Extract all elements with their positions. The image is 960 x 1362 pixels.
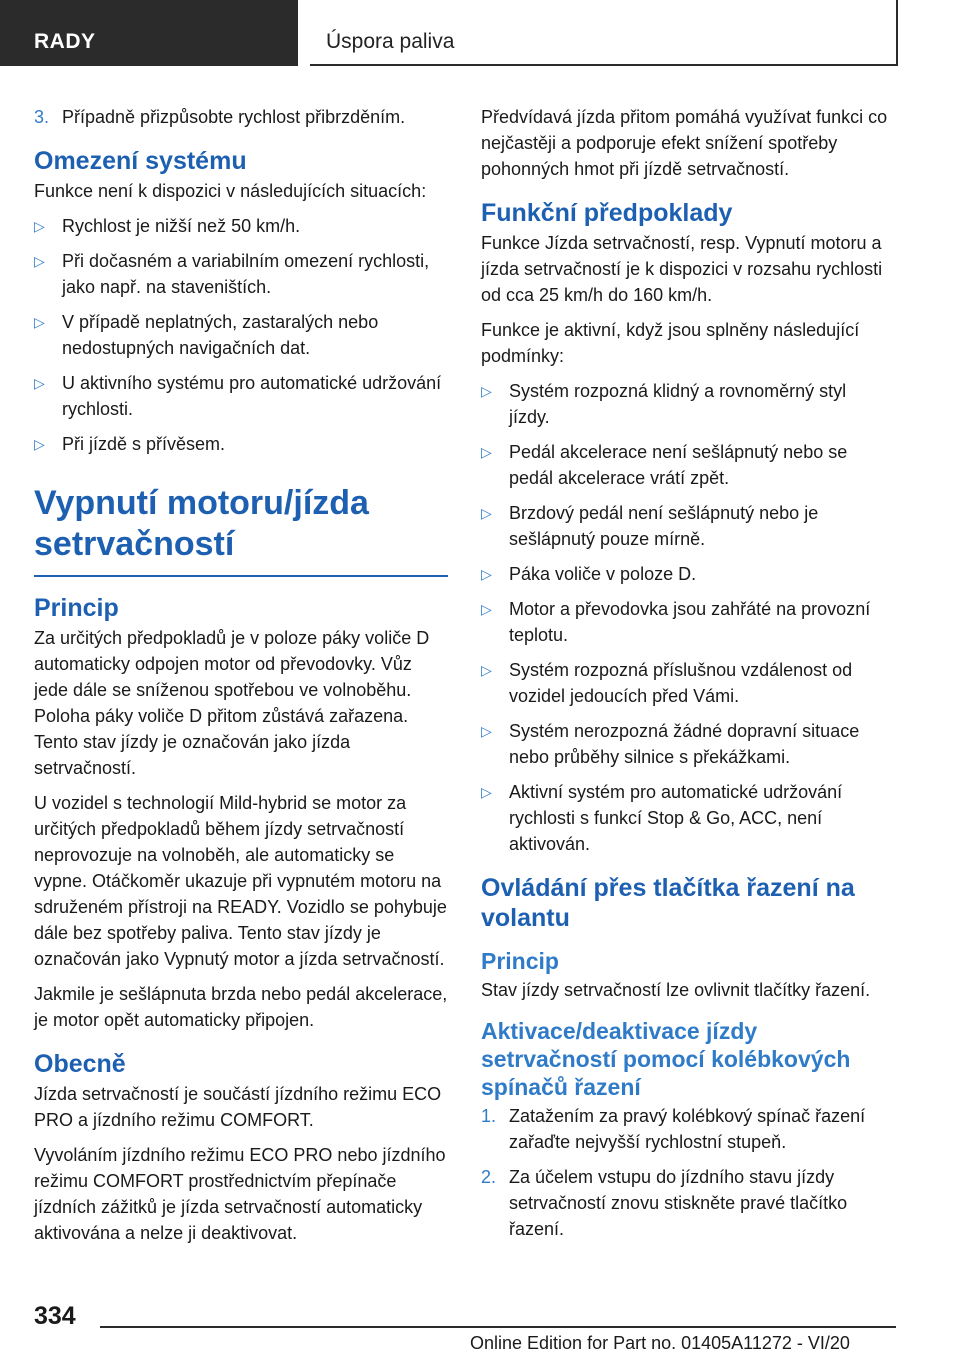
funkcni-paragraph-1: Funkce Jízda setrvačností, resp. Vypnutí motoru a jízda setrvačností je k dispozici v rozsahu rychlosti od cca 25 km/h do 160 km/h. (481, 233, 883, 305)
list-item (34, 248, 448, 300)
triangle-bullet-icon: ▷ (34, 218, 45, 234)
list-item (34, 213, 448, 239)
footer-edition: Online Edition for Part no. 01405A11272 - VI/20 (470, 1333, 850, 1353)
section-rule (34, 575, 448, 577)
list-item (481, 500, 889, 552)
princip-subheading: Princip (481, 948, 559, 974)
triangle-bullet-icon: ▷ (481, 444, 492, 460)
list-item-text: Aktivní systém pro automatické udržování rychlosti s funkcí Stop & Go, ACC, není aktivován. (509, 782, 843, 854)
list-item (481, 779, 889, 857)
header-title: Úspora paliva (326, 30, 455, 53)
triangle-bullet-icon: ▷ (481, 723, 492, 739)
list-item-text: Systém rozpozná příslušnou vzdálenost od vozidel jedoucích před Vámi. (509, 660, 853, 706)
header-section-label: RADY (34, 30, 96, 53)
list-item (481, 718, 889, 770)
aktivace-steps (481, 1103, 889, 1242)
aktivace-heading: Aktivace/deaktivace jízdy setrvačností pomocí kolébkových spínačů řazení (481, 1018, 851, 1100)
intro-paragraph: Předvídavá jízda přitom pomáhá využívat funkci co nejčastěji a podporuje efekt snížení spotřeby pohonných hmot při jízdě setrvačností. (481, 107, 888, 179)
right-column (481, 104, 889, 1251)
list-item (481, 657, 889, 709)
list-item-text: Brzdový pedál není sešlápnutý nebo je sešlápnutý pouze mírně. (509, 503, 819, 549)
list-item-text: U aktivního systému pro automatické udržování rychlosti. (62, 373, 442, 419)
page-number: 334 (34, 1302, 76, 1330)
obecne-paragraph-1: Jízda setrvačností je součástí jízdního režimu ECO PRO a jízdního režimu COMFORT. (34, 1084, 442, 1130)
princip-paragraph-2: U vozidel s technologií Mild-hybrid se motor za určitých předpokladů během jízdy setrvačností neprovozuje na volnoběh, ale automaticky se vypne. Otáčkoměr ukazuje při vypnutém motoru na sdruženém přístroji na READY. Vozidlo se pohybuje dále bez spotřeby paliva. Tento stav jízdy je označován jako Vypnutý motor a jízda setrvačností. (34, 793, 447, 969)
triangle-bullet-icon: ▷ (481, 662, 492, 678)
triangle-bullet-icon: ▷ (481, 505, 492, 521)
list-item-text: Při jízdě s přívěsem. (62, 434, 226, 454)
triangle-bullet-icon: ▷ (34, 314, 45, 330)
step-text: Případně přizpůsobte rychlost přibrzděním. (62, 107, 406, 127)
list-item (481, 439, 889, 491)
step-number: 3. (34, 107, 50, 127)
list-item-text: V případě neplatných, zastaralých nebo nedostupných navigačních dat. (62, 312, 379, 358)
triangle-bullet-icon: ▷ (481, 784, 492, 800)
princip-paragraph-1: Za určitých předpokladů je v poloze páky voliče D automaticky odpojen motor od převodovky. Vůz jede dále se sníženou spotřebou ve volnoběhu. Poloha páky voliče D přitom zůstává zařazena. Tento stav jízdy je označován jako jízda setrvačností. (34, 628, 430, 778)
list-item-text: Systém rozpozná klidný a rovnoměrný styl jízdy. (509, 381, 847, 427)
header-section-tab (0, 0, 298, 66)
list-item (34, 309, 448, 361)
obecne-heading: Obecně (34, 1050, 126, 1078)
omezeni-intro: Funkce není k dispozici v následujících situacích: (34, 181, 427, 201)
obecne-paragraph-2: Vyvoláním jízdního režimu ECO PRO nebo jízdního režimu COMFORT prostřednictvím přepínače jízdních zážitků je jízda setrvačností automaticky aktivována a nelze ji deaktivovat. (34, 1145, 446, 1243)
main-section-heading: Vypnutí motoru/jízda setrvačností (34, 484, 369, 563)
step-number: 1. (481, 1106, 497, 1126)
list-item-text: Rychlost je nižší než 50 km/h. (62, 216, 301, 236)
step-text: Zatažením za pravý kolébkový spínač řazení zařaďte nejvyšší rychlostní stupeň. (509, 1106, 866, 1152)
omezeni-list (34, 213, 448, 457)
step-text: Za účelem vstupu do jízdního stavu jízdy setrvačností znovu stiskněte pravé tlačítko řazení. (509, 1167, 848, 1239)
step-item (481, 1164, 889, 1242)
funkcni-paragraph-2: Funkce je aktivní, když jsou splněny následující podmínky: (481, 320, 860, 366)
list-item-text: Pedál akcelerace není sešlápnutý nebo se pedál akcelerace vrátí zpět. (509, 442, 848, 488)
left-column (34, 104, 448, 1255)
triangle-bullet-icon: ▷ (34, 375, 45, 391)
triangle-bullet-icon: ▷ (34, 436, 45, 452)
omezeni-heading: Omezení systému (34, 147, 247, 175)
ovladani-heading: Ovládání přes tlačítka řazení na volantu (481, 874, 855, 932)
step-item (34, 104, 448, 130)
triangle-bullet-icon: ▷ (481, 383, 492, 399)
list-item (34, 431, 448, 457)
list-item-text: Při dočasném a variabilním omezení rychlosti, jako např. na staveništích. (62, 251, 430, 297)
list-item-text: Motor a převodovka jsou zahřáté na provozní teplotu. (509, 599, 871, 645)
step-item (481, 1103, 889, 1155)
list-item (481, 378, 889, 430)
list-item (481, 596, 889, 648)
princip-paragraph: Stav jízdy setrvačností lze ovlivnit tlačítky řazení. (481, 980, 871, 1000)
header-title-box (310, 0, 898, 66)
triangle-bullet-icon: ▷ (481, 601, 492, 617)
list-item (34, 370, 448, 422)
funkcni-heading: Funkční předpoklady (481, 199, 733, 227)
triangle-bullet-icon: ▷ (481, 566, 492, 582)
princip-paragraph-3: Jakmile je sešlápnuta brzda nebo pedál akcelerace, je motor opět automaticky připojen. (34, 984, 448, 1030)
footer-rule (100, 1326, 896, 1328)
list-item-text: Páka voliče v poloze D. (509, 564, 697, 584)
list-item-text: Systém nerozpozná žádné dopravní situace nebo průběhy silnice s překážkami. (509, 721, 860, 767)
step-number: 2. (481, 1167, 497, 1187)
triangle-bullet-icon: ▷ (34, 253, 45, 269)
list-item (481, 561, 889, 587)
funkcni-list (481, 378, 889, 857)
princip-heading: Princip (34, 594, 119, 622)
